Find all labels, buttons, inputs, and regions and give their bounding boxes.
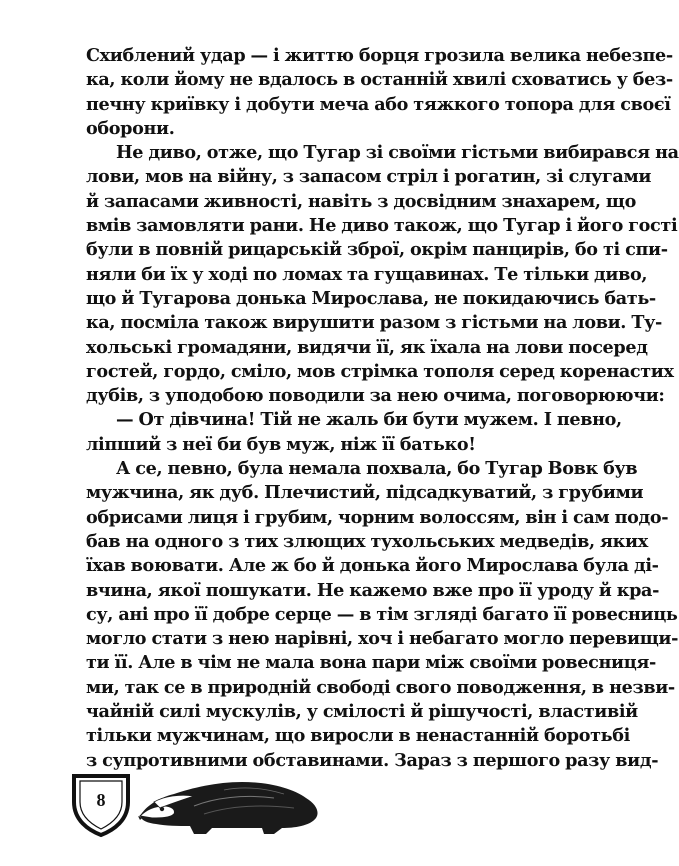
text-line: хольські громадяни, видячи її, як їхала на лови посеред — [86, 336, 648, 358]
text-line: обрисами лиця і грубим, чорним волоссям, він і сам подо- — [86, 506, 669, 528]
text-line: були в повній рицарській зброї, окрім панцирів, бо ті спи- — [86, 239, 668, 261]
text-line: печну криївку і добути меча або тяжкого топора для своєї — [86, 93, 671, 115]
paragraph — [86, 44, 673, 141]
text-line: вчина, якої пошукати. Не кажемо вже про її уроду й кра- — [86, 579, 660, 601]
text-line: ми, так се в природній свободі свого поводження, в незви- — [86, 676, 675, 698]
text-line: тільки мужчинам, що виросли в ненастанній боротьбі — [86, 725, 630, 747]
paragraph — [86, 457, 679, 773]
text-line: могло стати з нею нарівні, хоч і небагато могло перевищи- — [86, 628, 679, 650]
text-line: су, ані про її добре серце — в тім зглядi багато її ровесниць — [86, 603, 678, 625]
badger-illustration — [134, 776, 324, 836]
paragraph — [86, 408, 622, 457]
page-number: 8 — [96, 790, 106, 810]
text-line: Не диво, отже, що Тугар зі своїми гістьми вибирався на — [116, 142, 679, 164]
text-line: ка, коли йому не вдалось в останній хвилі сховатись у без- — [86, 69, 673, 91]
text-line: гостей, гордо, сміло, мов стрімка тополя серед коренастих — [86, 360, 674, 382]
text-line: оборони. — [86, 117, 175, 139]
text-line: лови, мов на війну, з запасом стріл і рогатин, зі слугами — [86, 166, 652, 188]
text-line: А се, певно, була немала похвала, бо Тугар Вовк був — [116, 458, 638, 480]
text-line: їхав воювати. Але ж бо й донька його Мирослава була ді- — [86, 555, 659, 577]
text-line: бав на одного з тих злющих тухольських медведів, яких — [86, 530, 648, 552]
text-line: вмів замовляти рани. Не диво також, що Тугар і його гості — [86, 215, 678, 237]
text-line: дубів, з уподобою поводили за нею очима, поговорюючи: — [86, 385, 665, 407]
text-line: ка, посміла також вирушити разом з гістьми на лови. Ту- — [86, 312, 662, 334]
page-body — [86, 44, 679, 773]
text-line: Схиблений удар — і життю борця грозила велика небезпе- — [86, 45, 673, 66]
text-line: няли би їх у ході по ломах та гущавинах. Те тільки диво, — [86, 263, 648, 285]
text-line: чайній силі мускулів, у смілості й рішучості, властивій — [86, 701, 638, 723]
paragraph — [86, 141, 679, 408]
text-line: з супротивними обставинами. Зараз з першого разу вид- — [86, 749, 659, 771]
text-line: мужчина, як дуб. Плечистий, підсадкуватий, з грубими — [86, 482, 644, 504]
text-line: й запасами живності, навіть з досвідним знахарем, що — [86, 190, 636, 212]
text-line: що й Тугарова донька Мирослава, не покидаючись бать- — [86, 287, 656, 309]
text-line: — От дівчина! Тій не жаль би бути мужем. І певно, — [116, 409, 622, 431]
text-line: ліпший з неї би був муж, ніж її батько! — [86, 433, 476, 455]
page-footer — [70, 770, 370, 850]
text-line: ти її. Але в чім не мала вона пари між своїми ровесниця- — [86, 652, 656, 674]
